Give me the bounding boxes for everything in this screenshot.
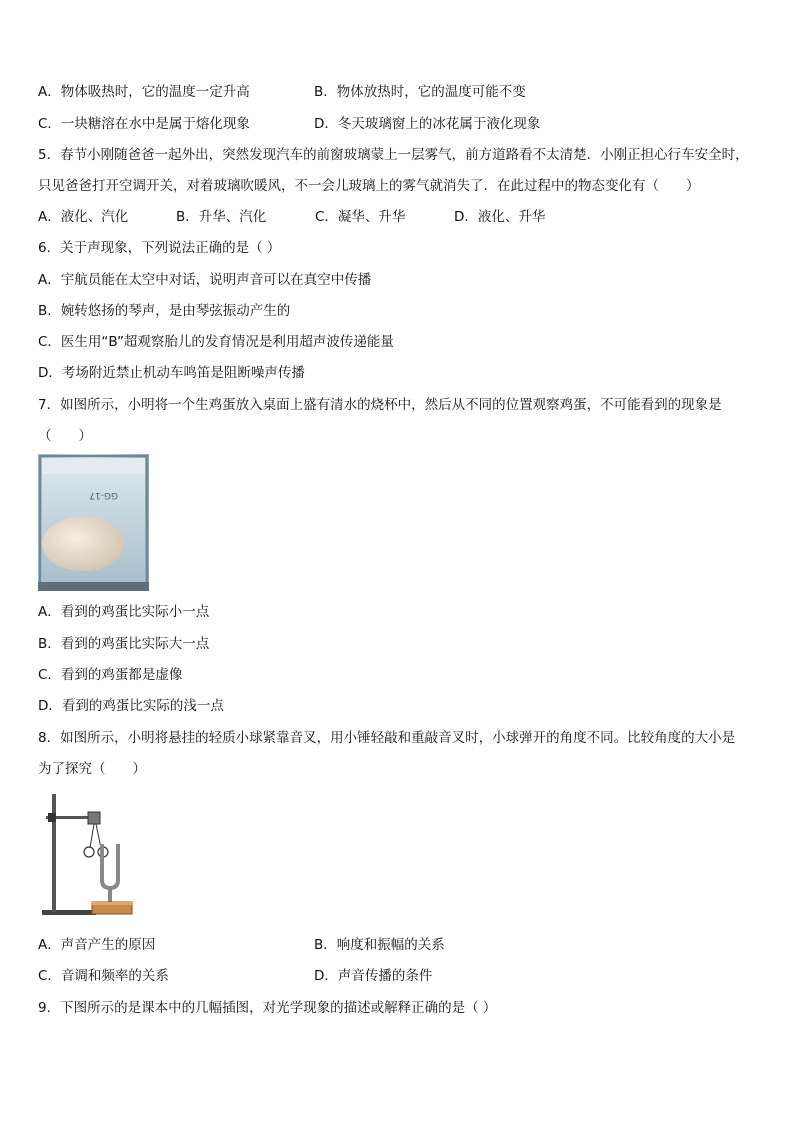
q4-option-d: D．冬天玻璃窗上的冰花属于液化现象	[314, 116, 541, 132]
tuning-fork-apparatus-diagram	[40, 792, 136, 920]
q6-option-d: D．考场附近禁止机动车鸣笛是阻断噪声传播	[38, 365, 305, 381]
q8-stem-line2: 为了探究（ ）	[38, 761, 146, 777]
q5-option-c: C．凝华、升华	[315, 209, 406, 225]
q5-option-d: D．液化、升华	[454, 209, 546, 225]
q9-stem: 9．下图所示的是课本中的几幅插图，对光学现象的描述或解释正确的是（ ）	[38, 1000, 497, 1016]
q4-option-c: C．一块糖溶在水中是属于熔化现象	[38, 116, 250, 132]
q8-option-d: D．声音传播的条件	[314, 968, 433, 984]
q5-stem-line2: 只见爸爸打开空调开关，对着玻璃吹暖风，不一会儿玻璃上的雾气就消失了．在此过程中的物态变化有（ ）	[38, 178, 700, 194]
q4-option-a: A．物体吸热时，它的温度一定升高	[38, 84, 250, 100]
q6-option-a: A．宇航员能在太空中对话，说明声音可以在真空中传播	[38, 272, 372, 288]
egg-in-beaker-photo	[38, 454, 149, 591]
q4-option-b: B．物体放热时，它的温度可能不变	[314, 84, 526, 100]
q8-stem-line1: 8．如图所示，小明将悬挂的轻质小球紧靠音叉，用小锤轻敲和重敲音叉时，小球弹开的角度不同。比较角度的大小是	[38, 730, 736, 746]
q7-option-c: C．看到的鸡蛋都是虚像	[38, 667, 183, 683]
q8-option-a: A．声音产生的原因	[38, 937, 156, 953]
q5-option-a: A．液化、汽化	[38, 209, 129, 225]
q8-option-b: B．响度和振幅的关系	[314, 937, 445, 953]
q6-option-b: B．婉转悠扬的琴声，是由琴弦振动产生的	[38, 303, 291, 319]
svg-text:GG-17: GG-17	[89, 490, 118, 500]
q5-option-b: B．升华、汽化	[176, 209, 267, 225]
q7-option-d: D．看到的鸡蛋比实际的浅一点	[38, 698, 224, 714]
q5-stem-line1: 5．春节小刚随爸爸一起外出，突然发现汽车的前窗玻璃蒙上一层雾气，前方道路看不太清楚．小刚正担心行车安全时，	[38, 147, 749, 163]
q8-option-c: C．音调和频率的关系	[38, 968, 169, 984]
q7-stem-line2: （ ）	[38, 428, 92, 444]
q6-stem: 6．关于声现象，下列说法正确的是（ ）	[38, 240, 281, 256]
q6-option-c: C．医生用“B”超观察胎儿的发育情况是利用超声波传递能量	[38, 334, 394, 350]
q7-stem-line1: 7．如图所示，小明将一个生鸡蛋放入桌面上盛有清水的烧杯中，然后从不同的位置观察鸡蛋，不可能看到的现象是	[38, 397, 722, 413]
q7-option-b: B．看到的鸡蛋比实际大一点	[38, 636, 210, 652]
q5-options	[38, 208, 545, 226]
q7-option-a: A．看到的鸡蛋比实际小一点	[38, 604, 210, 620]
